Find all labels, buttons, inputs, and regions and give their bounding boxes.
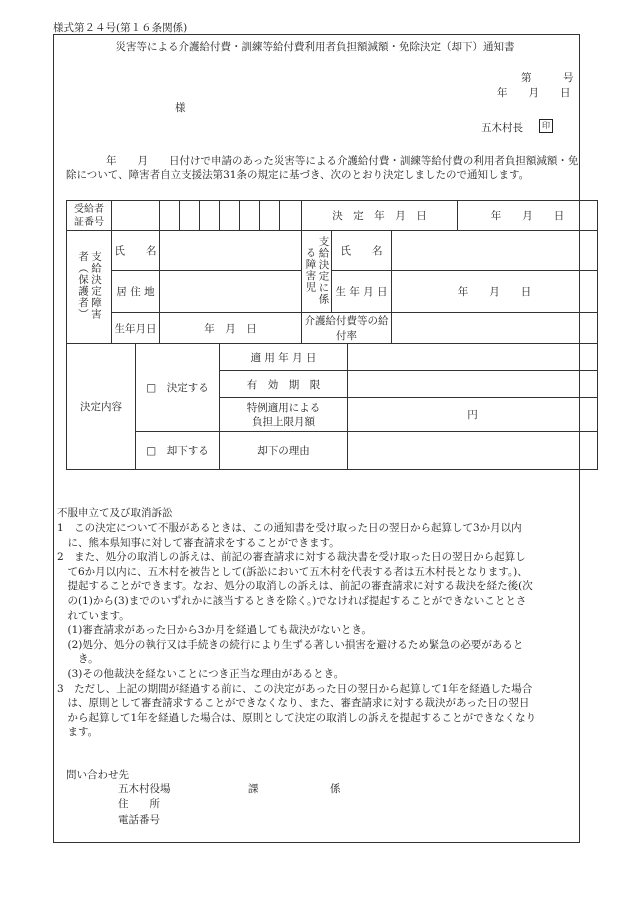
appeal-line: れています。 bbox=[57, 609, 130, 622]
date-line: 年 月 日 bbox=[497, 87, 571, 99]
payee-name-label: 氏 名 bbox=[112, 231, 160, 271]
reject-checkbox[interactable]: □ 却下する bbox=[136, 432, 220, 470]
appeal-line: は、原則として審査請求することができなくなり、また、審査請求に対する裁決があった日の翌日 bbox=[57, 697, 530, 710]
address-label: 居 住 地 bbox=[112, 270, 160, 312]
benefit-rate-label: 介護給付費等の給付率 bbox=[302, 313, 392, 344]
issuer: 五木村長 bbox=[481, 122, 523, 134]
appeal-line: て6か月以内に、五木村を被告として(訴訟において五木村を代表する者は五木村長となります。)、 bbox=[57, 565, 528, 578]
child-birth-label: 生 年 月 日 bbox=[332, 270, 392, 312]
birth-label: 生年月日 bbox=[112, 313, 160, 344]
intro-text bbox=[66, 154, 579, 182]
document-title: 災害等による介護給付費・訓練等給付費利用者負担額減額・免除決定（却下）通知書 bbox=[115, 41, 515, 53]
recipient-no-cell-7 bbox=[260, 201, 280, 231]
contact-phone: 電話番号 bbox=[118, 814, 160, 826]
contact-section: 課 bbox=[248, 783, 259, 795]
addressee-suffix: 様 bbox=[175, 102, 186, 114]
payee-group-label: 支給決定障害者（保護者） bbox=[67, 231, 112, 344]
recipient-no-cell-8 bbox=[280, 201, 302, 231]
birth-value: 年 月 日 bbox=[160, 313, 302, 344]
appeal-line: から起算して1年を経過した場合は、原則として決定の取消しの訴えを提起することができなくなり bbox=[57, 711, 537, 724]
special-limit-label bbox=[220, 398, 348, 432]
appeal-body bbox=[57, 521, 579, 740]
reject-reason-label: 却下の理由 bbox=[220, 432, 348, 470]
decision-table bbox=[66, 200, 598, 470]
recipient-no-cell-2 bbox=[160, 201, 180, 231]
number-line: 第 号 bbox=[521, 72, 574, 84]
contact-subsection: 係 bbox=[330, 783, 341, 795]
recipient-no-label: 受給者証番号 bbox=[67, 201, 112, 231]
recipient-no-cell-4 bbox=[200, 201, 220, 231]
valid-period-value bbox=[348, 371, 598, 398]
contact-office: 五木村役場 bbox=[118, 783, 171, 795]
recipient-no-cell-1 bbox=[112, 201, 160, 231]
special-limit-line-1: 特例適用による bbox=[246, 401, 321, 414]
address-value bbox=[160, 270, 302, 312]
contact-address: 住 所 bbox=[118, 798, 160, 810]
appeal-line: 1 この決定について不服があるときは、この通知書を受け取った日の翌日から起算して3か月以内 bbox=[57, 522, 522, 534]
valid-period-label: 有 効 期 限 bbox=[220, 371, 348, 398]
appeal-line: き。 bbox=[57, 653, 99, 666]
appeal-line: の(1)から(3)までのいずれかに該当するときを除く。)でなければ提起することができないこととさ bbox=[57, 594, 527, 607]
apply-date-label: 適 用 年 月 日 bbox=[220, 344, 348, 371]
special-limit-value: 円 bbox=[348, 398, 598, 432]
contact-heading: 問い合わせ先 bbox=[66, 769, 129, 781]
decision-content-label: 決定内容 bbox=[67, 344, 136, 470]
approve-checkbox[interactable]: □ 決定する bbox=[136, 344, 220, 432]
child-birth-value: 年 月 日 bbox=[392, 270, 598, 312]
appeal-line: に、熊本県知事に対して審査請求をすることができます。 bbox=[57, 536, 340, 549]
form-number: 様式第２４号(第１６条関係) bbox=[53, 22, 188, 34]
appeal-line: ます。 bbox=[57, 726, 99, 739]
intro-body: 年 月 日付けで申請のあった災害等による介護給付費・訓練等給付費の利用者負担額減額・免除について、障害者自立支援法第31条の規定に基づき、次のとおり決定しましたので通知します。 bbox=[66, 155, 579, 181]
appeal-line: 3 ただし、上記の期間が経過する前に、この決定があった日の翌日から起算して1年を経過した場合 bbox=[57, 682, 533, 695]
seal-stamp: 印 bbox=[539, 119, 553, 133]
decision-date-value: 年 月 日 bbox=[458, 201, 598, 231]
appeal-line: (1)審査請求があった日から3か月を経過しても裁決がないとき。 bbox=[57, 624, 373, 637]
child-name-value bbox=[392, 231, 598, 271]
appeal-heading: 不服申立て及び取消訴訟 bbox=[57, 507, 173, 519]
child-group-label: 支給決定に係る障害児 bbox=[302, 231, 332, 313]
appeal-line: 提起することができます。なお、処分の取消しの訴えは、前記の審査請求に対する裁決を経た後(次 bbox=[57, 580, 533, 593]
child-name-label: 氏 名 bbox=[332, 231, 392, 271]
apply-date-value bbox=[348, 344, 598, 371]
benefit-rate-value bbox=[392, 313, 598, 344]
payee-name-value bbox=[160, 231, 302, 271]
recipient-no-cell-6 bbox=[240, 201, 260, 231]
appeal-line: (3)その他裁決を経ないことにつき正当な理由があるとき。 bbox=[57, 667, 345, 680]
appeal-line: 2 また、処分の取消しの訴えは、前記の審査請求に対する裁決書を受け取った日の翌日から起算し bbox=[57, 551, 526, 564]
reject-reason-value bbox=[348, 432, 598, 470]
recipient-no-cell-3 bbox=[180, 201, 200, 231]
decision-date-label: 決 定 年 月 日 bbox=[302, 201, 458, 231]
appeal-line: (2)処分、処分の執行又は手続きの続行により生ずる著しい損害を避けるため緊急の必要があると bbox=[57, 638, 524, 651]
special-limit-line-2: 負担上限月額 bbox=[252, 415, 315, 428]
recipient-no-cell-5 bbox=[220, 201, 240, 231]
